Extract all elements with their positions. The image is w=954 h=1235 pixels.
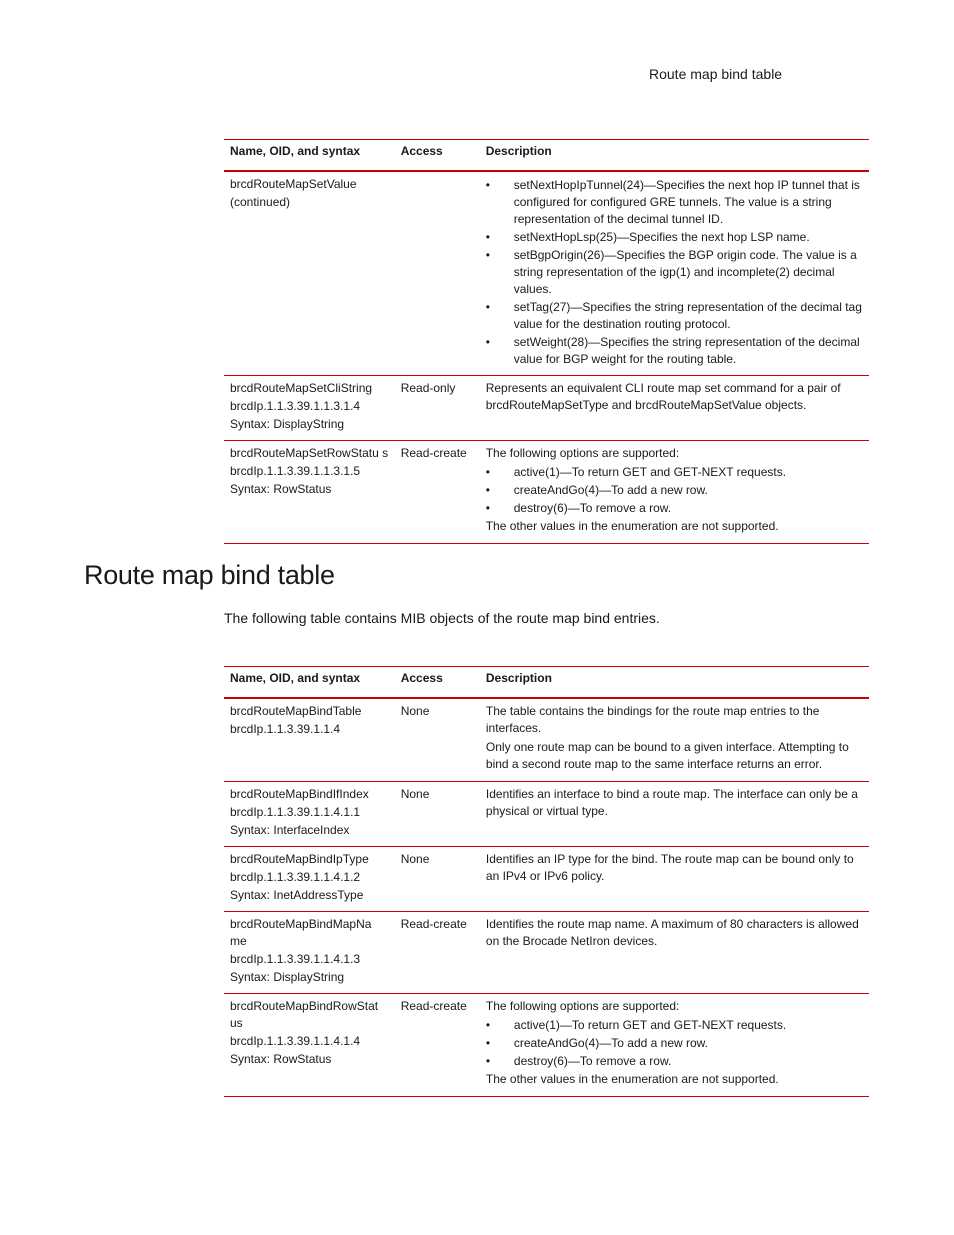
column-header-name: Name, OID, and syntax bbox=[224, 140, 395, 172]
access-cell: Read-create bbox=[395, 912, 480, 994]
table-row bbox=[224, 994, 869, 1097]
bullet-item bbox=[486, 482, 863, 499]
access-cell: None bbox=[395, 698, 480, 782]
table-row bbox=[224, 171, 869, 376]
section-intro: The following table contains MIB objects of the route map bind entries. bbox=[224, 610, 660, 626]
table-header-row bbox=[224, 667, 869, 699]
name-line: brcdIp.1.1.3.39.1.1.4.1.3 bbox=[230, 952, 361, 966]
name-line: brcdRouteMapBindRowStat us bbox=[230, 999, 379, 1030]
name-line: brcdIp.1.1.3.39.1.1.4.1.2 bbox=[230, 870, 361, 884]
description-cell bbox=[480, 441, 869, 544]
bullet-text: active(1)—To return GET and GET-NEXT requests. bbox=[513, 1018, 787, 1032]
name-oid-cell bbox=[224, 376, 395, 441]
name-line: brcdIp.1.1.3.39.1.1.3.1.4 bbox=[230, 399, 361, 413]
bullet-icon: • bbox=[485, 465, 490, 479]
bullet-icon: • bbox=[485, 178, 490, 192]
bullet-icon: • bbox=[485, 300, 490, 314]
table-row bbox=[224, 376, 869, 441]
description-cell bbox=[480, 847, 869, 912]
bullet-item bbox=[486, 334, 863, 368]
route-map-bind-table bbox=[224, 666, 869, 1097]
section-title: Route map bind table bbox=[84, 560, 335, 590]
running-header: Route map bind table bbox=[649, 66, 783, 82]
bullet-icon: • bbox=[485, 483, 490, 497]
name-oid-cell bbox=[224, 847, 395, 912]
table-body bbox=[224, 698, 869, 1097]
table-row bbox=[224, 782, 869, 847]
bullet-text: setBgpOrigin(26)—Specifies the BGP origin code. The value is a string representation of the igp(1) and incomplete(2) decimal values. bbox=[513, 248, 857, 296]
bullet-icon: • bbox=[485, 248, 490, 262]
bullet-text: active(1)—To return GET and GET-NEXT requests. bbox=[513, 465, 787, 479]
access-cell bbox=[395, 171, 480, 376]
bullet-icon: • bbox=[485, 1018, 491, 1032]
column-header-name: Name, OID, and syntax bbox=[224, 667, 395, 699]
name-line: brcdRouteMapSetCliString bbox=[230, 381, 373, 395]
description-text: Identifies an interface to bind a route map. The interface can only be a physical or virtual type. bbox=[485, 787, 858, 818]
name-line: Syntax: RowStatus bbox=[230, 1052, 332, 1066]
description-text: The following options are supported: bbox=[485, 446, 680, 460]
description-cell bbox=[480, 994, 869, 1097]
column-header-access: Access bbox=[395, 140, 480, 172]
bullet-text: createAndGo(4)—To add a new row. bbox=[513, 483, 708, 497]
description-cell bbox=[480, 698, 869, 782]
name-line: Syntax: InterfaceIndex bbox=[230, 823, 350, 837]
name-oid-cell bbox=[224, 698, 395, 782]
bullet-item bbox=[486, 177, 863, 228]
name-oid-cell bbox=[224, 994, 395, 1097]
access-cell: Read-only bbox=[395, 376, 480, 441]
bullet-text: destroy(6)—To remove a row. bbox=[513, 501, 672, 515]
bullet-text: setWeight(28)—Specifies the string representation of the decimal value for BGP weight for the routing table. bbox=[513, 335, 860, 366]
access-cell: None bbox=[395, 782, 480, 847]
bullet-icon: • bbox=[485, 335, 490, 349]
bullet-text: setNextHopIpTunnel(24)—Specifies the next hop IP tunnel that is configured for configured GRE tunnels. The value is a string representation of the decimal tunnel ID. bbox=[513, 178, 860, 226]
description-text: The table contains the bindings for the route map entries to the interfaces. bbox=[485, 704, 820, 735]
name-line: brcdRouteMapSetValue bbox=[230, 177, 357, 191]
bullet-text: createAndGo(4)—To add a new row. bbox=[513, 1036, 708, 1050]
mib-table-continued bbox=[224, 139, 869, 544]
bullet-icon: • bbox=[485, 1036, 491, 1050]
table-row bbox=[224, 912, 869, 994]
column-header-description: Description bbox=[480, 140, 869, 172]
name-oid-cell bbox=[224, 441, 395, 544]
access-cell: Read-create bbox=[395, 994, 480, 1097]
name-line: brcdRouteMapBindMapNa me bbox=[230, 917, 372, 948]
description-text: The following options are supported: bbox=[485, 999, 680, 1013]
name-line: brcdRouteMapSetRowStatu s bbox=[230, 446, 389, 460]
description-text: Identifies an IP type for the bind. The route map can be bound only to an IPv4 or IPv6 policy. bbox=[485, 852, 854, 883]
bullet-text: setTag(27)—Specifies the string representation of the decimal tag value for the destination routing protocol. bbox=[513, 300, 862, 331]
description-text: Only one route map can be bound to a given interface. Attempting to bind a second route map to the same interface returns an error. bbox=[485, 740, 849, 771]
bullet-item bbox=[486, 229, 863, 246]
column-header-description: Description bbox=[480, 667, 869, 699]
bullet-icon: • bbox=[485, 1054, 491, 1068]
access-cell: None bbox=[395, 847, 480, 912]
name-oid-cell bbox=[224, 171, 395, 376]
bullet-item bbox=[486, 500, 863, 517]
description-note: The other values in the enumeration are not supported. bbox=[485, 1072, 779, 1086]
description-text: Identifies the route map name. A maximum of 80 characters is allowed on the Brocade NetIron devices. bbox=[485, 917, 859, 948]
description-cell bbox=[480, 171, 869, 376]
description-cell bbox=[480, 912, 869, 994]
description-text: Represents an equivalent CLI route map set command for a pair of brcdRouteMapSetType and brcdRouteMapSetValue objects. bbox=[485, 381, 841, 412]
name-line: brcdIp.1.1.3.39.1.1.4.1.4 bbox=[230, 1034, 361, 1048]
name-line: brcdRouteMapBindIfIndex bbox=[230, 787, 369, 801]
table-body bbox=[224, 171, 869, 544]
name-line: Syntax: RowStatus bbox=[230, 482, 332, 496]
table-header-row bbox=[224, 140, 869, 172]
name-line: Syntax: InetAddressType bbox=[230, 888, 364, 902]
bullet-icon: • bbox=[485, 501, 490, 515]
description-note: The other values in the enumeration are not supported. bbox=[485, 519, 779, 533]
table-row bbox=[224, 441, 869, 544]
name-line: brcdIp.1.1.3.39.1.1.4.1.1 bbox=[230, 805, 361, 819]
bullet-item bbox=[486, 299, 863, 333]
table-row bbox=[224, 847, 869, 912]
bullet-item bbox=[486, 1035, 863, 1052]
bullet-item bbox=[486, 1053, 863, 1070]
access-cell: Read-create bbox=[395, 441, 480, 544]
bullet-item bbox=[486, 464, 863, 481]
name-oid-cell bbox=[224, 782, 395, 847]
name-line: brcdIp.1.1.3.39.1.1.4 bbox=[230, 722, 341, 736]
name-line: brcdIp.1.1.3.39.1.1.3.1.5 bbox=[230, 464, 361, 478]
name-line: (continued) bbox=[230, 195, 291, 209]
bullet-text: setNextHopLsp(25)—Specifies the next hop LSP name. bbox=[513, 230, 810, 244]
name-line: brcdRouteMapBindIpType bbox=[230, 852, 369, 866]
name-oid-cell bbox=[224, 912, 395, 994]
name-line: brcdRouteMapBindTable bbox=[230, 704, 362, 718]
name-line: Syntax: DisplayString bbox=[230, 417, 345, 431]
bullet-item bbox=[486, 247, 863, 298]
column-header-access: Access bbox=[395, 667, 480, 699]
description-cell bbox=[480, 376, 869, 441]
description-cell bbox=[480, 782, 869, 847]
table-row bbox=[224, 698, 869, 782]
bullet-icon: • bbox=[485, 230, 490, 244]
name-line: Syntax: DisplayString bbox=[230, 970, 345, 984]
bullet-text: destroy(6)—To remove a row. bbox=[513, 1054, 672, 1068]
bullet-item bbox=[486, 1017, 863, 1034]
